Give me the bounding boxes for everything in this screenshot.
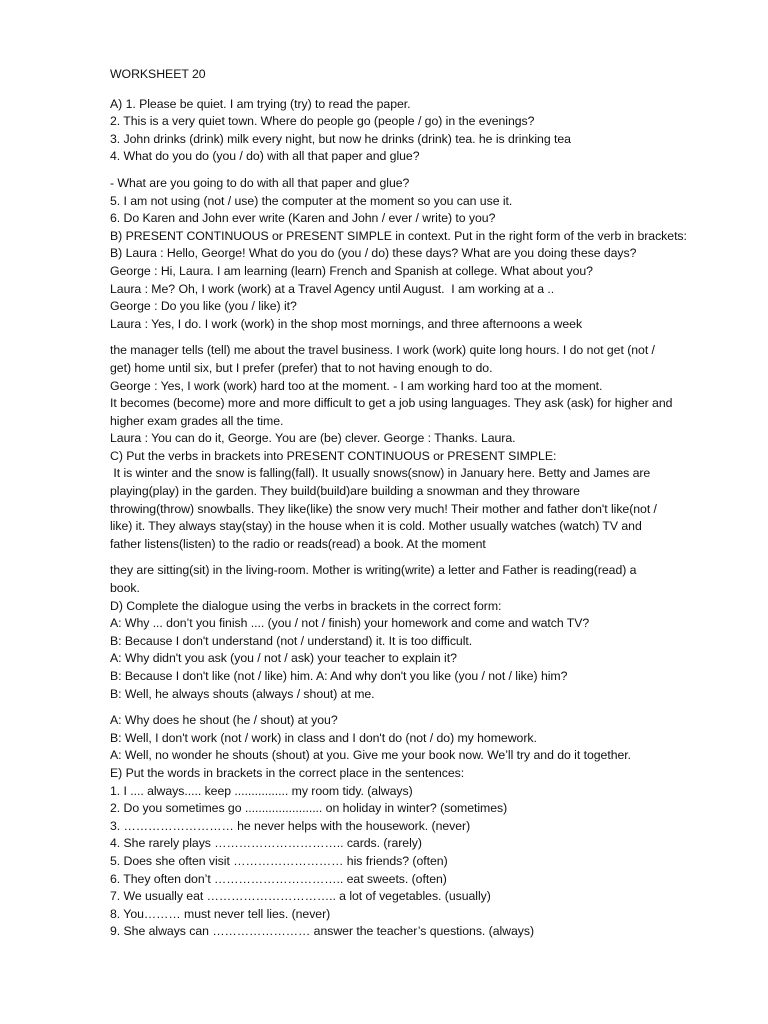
text-line: B: Well, he always shouts (always / shout) at me. (110, 686, 375, 701)
exercise-item: 1. I .... always..... keep ................ my room tidy. (always) (110, 783, 413, 798)
section-b-c-block (110, 342, 720, 553)
document-body (110, 66, 720, 941)
text-line: 6. Do Karen and John ever write (Karen and John / ever / write) to you? (110, 211, 496, 226)
text-line: 4. What do you do (you / do) with all that paper and glue? (110, 149, 420, 164)
worksheet-title: WORKSHEET 20 (110, 67, 206, 81)
text-line: A: Why does he shout (he / shout) at you? (110, 713, 338, 728)
text-line: 2. This is a very quiet town. Where do people go (people / go) in the evenings? (110, 114, 535, 129)
section-c-heading: C) Put the verbs in brackets into PRESENT CONTINUOUS or PRESENT SIMPLE: (110, 448, 557, 463)
section-d-block (110, 562, 720, 703)
text-line: It becomes (become) more and more difficult to get a job using languages. They ask (ask) for higher and (110, 396, 673, 411)
exercise-item: 9. She always can …………………… answer the teacher’s questions. (always) (110, 924, 535, 939)
text-line: A: Why ... don’t you finish .... (you / not / finish) your homework and come and watch TV? (110, 616, 590, 631)
text-line: George : Hi, Laura. I am learning (learn) French and Spanish at college. What about you? (110, 263, 593, 278)
text-line: throwing(throw) snowballs. They like(like) the snow very much! Their mother and father don't like(not / (110, 501, 657, 516)
exercise-item: 7. We usually eat ………………………….. a lot of vegetables. (usually) (110, 889, 491, 904)
text-line: B: Well, I don't work (not / work) in class and I don't do (not / do) my homework. (110, 730, 537, 745)
text-line: - What are you going to do with all that paper and glue? (110, 175, 410, 190)
text-line: 5. I am not using (not / use) the computer at the moment so you can use it. (110, 193, 513, 208)
section-b-heading: B) PRESENT CONTINUOUS or PRESENT SIMPLE in context. Put in the right form of the verb in brackets: (110, 228, 687, 243)
section-d-heading: D) Complete the dialogue using the verbs in brackets in the correct form: (110, 598, 502, 613)
exercise-item: 8. You……… must never tell lies. (never) (110, 906, 331, 921)
text-line: George : Do you like (you / like) it? (110, 299, 297, 314)
text-line: B: Because I don't understand (not / understand) it. It is too difficult. (110, 633, 473, 648)
section-a-block (110, 96, 720, 166)
text-line: A: Well, no wonder he shouts (shout) at you. Give me your book now. We’ll try and do it together. (110, 748, 632, 763)
text-line: they are sitting(sit) in the living-room. Mother is writing(write) a letter and Father is reading(read) a (110, 563, 637, 578)
text-line: B: Because I don't like (not / like) him. A: And why don't you like (you / not / like) him? (110, 669, 568, 683)
text-line: get) home until six, but I prefer (prefer) that to not having enough to do. (110, 360, 493, 375)
text-line: like) it. They always stay(stay) in the house when it is cold. Mother usually watches (watch) TV and (110, 519, 642, 534)
section-e-block (110, 712, 720, 941)
text-line: Laura : You can do it, George. You are (be) clever. George : Thanks. Laura. (110, 431, 516, 446)
section-a-continued-block (110, 175, 720, 333)
exercise-item: 3. ……………………… he never helps with the housework. (never) (110, 818, 471, 833)
text-line: B) Laura : Hello, George! What do you do (you / do) these days? What are you doing these days? (110, 246, 637, 261)
text-line: George : Yes, I work (work) hard too at the moment. - I am working hard too at the moment. (110, 378, 603, 393)
text-line: higher exam grades all the time. (110, 413, 284, 428)
text-line: 3. John drinks (drink) milk every night, but now he drinks (drink) tea. he is drinking tea (110, 131, 571, 146)
text-line: father listens(listen) to the radio or reads(read) a book. At the moment (110, 536, 486, 551)
text-line: the manager tells (tell) me about the travel business. I work (work) quite long hours. I do not get (not / (110, 343, 655, 358)
exercise-item: 4. She rarely plays ………………………….. cards. (rarely) (110, 836, 422, 851)
text-line: A: Why didn't you ask (you / not / ask) your teacher to explain it? (110, 651, 457, 666)
text-line: book. (110, 581, 140, 596)
section-e-heading: E) Put the words in brackets in the correct place in the sentences: (110, 765, 465, 780)
text-line: playing(play) in the garden. They build(build)are building a snowman and they throware (110, 484, 580, 499)
text-line: A) 1. Please be quiet. I am trying (try) to read the paper. (110, 96, 411, 111)
text-line: It is winter and the snow is falling(fall). It usually snows(snow) in January here. Betty and James are (110, 466, 651, 481)
exercise-item: 2. Do you sometimes go ....................... on holiday in winter? (sometimes) (110, 801, 508, 816)
exercise-item: 6. They often don’t ………………………….. eat sweets. (often) (110, 871, 447, 886)
text-line: Laura : Yes, I do. I work (work) in the shop most mornings, and three afternoons a week (110, 316, 583, 331)
exercise-item: 5. Does she often visit ……………………… his friends? (often) (110, 853, 448, 868)
text-line: Laura : Me? Oh, I work (work) at a Travel Agency until August. I am working at a .. (110, 281, 555, 296)
